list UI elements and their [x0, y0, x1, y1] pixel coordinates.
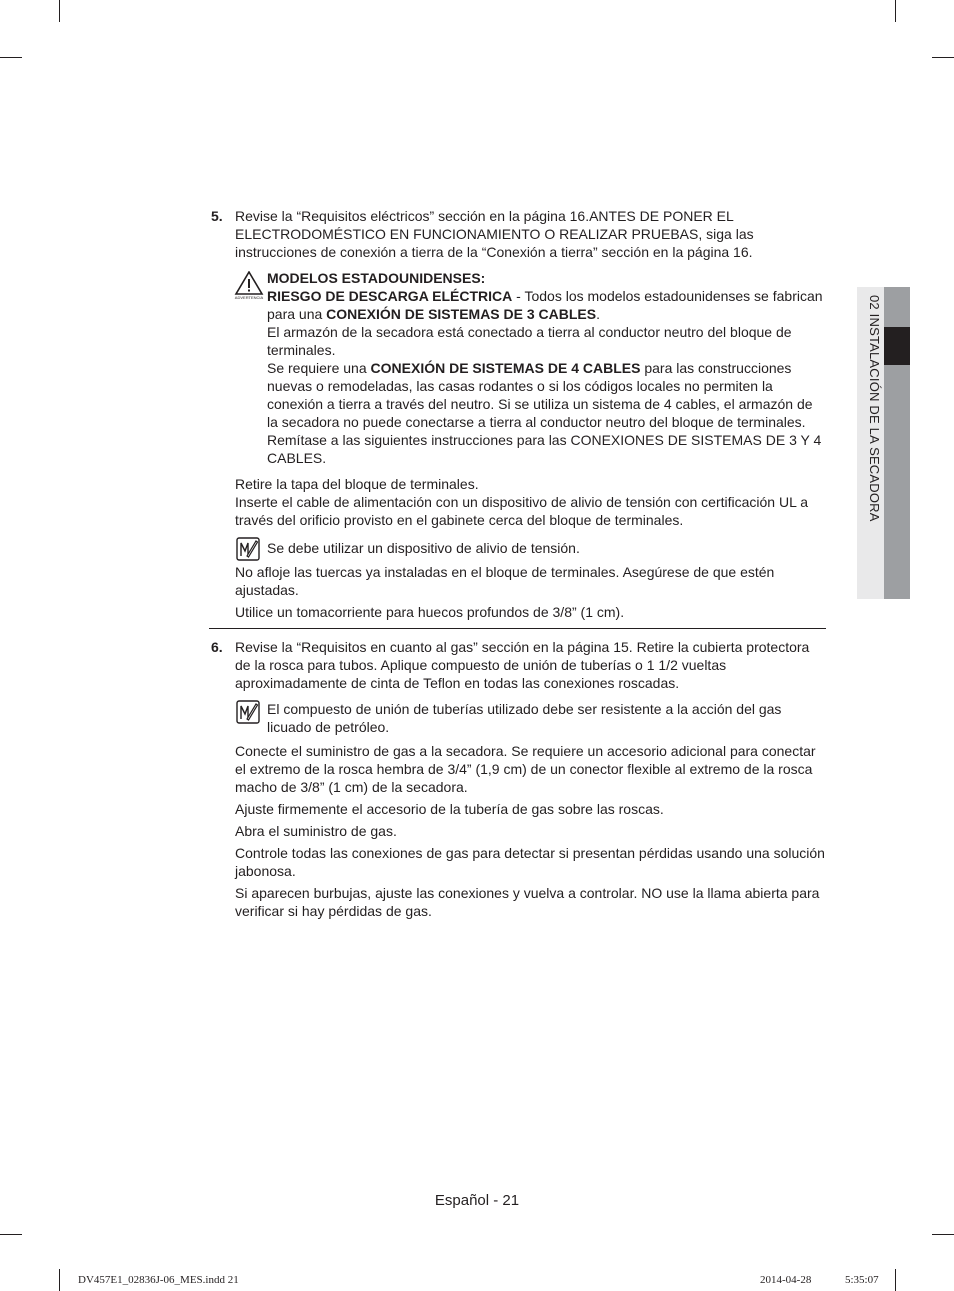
- warning-text: [267, 287, 826, 323]
- warning-block: [235, 269, 826, 467]
- text: Revise la “: [235, 208, 302, 224]
- step-5-text: Inserte el cable de alimentación con un dispositivo de alivio de tensión con certificación UL a través del orificio provisto en el gabinete cerca del bloque de terminales.: [235, 494, 809, 528]
- crop-mark: [59, 1269, 60, 1291]
- main-content: [209, 207, 826, 920]
- text: Se requiere una: [267, 360, 371, 376]
- step-6-text: Ajuste firmemente el accesorio de la tubería de gas sobre las roscas.: [235, 801, 664, 817]
- note-block: [235, 537, 826, 557]
- text: CONEXIÓN DE SISTEMAS DE 4 CABLES: [370, 360, 641, 376]
- text: para las construcciones nuevas o remodeladas, las casas rodantes o si los códigos locales no permiten la conexión a tierra a través del neutro. Si se utiliza un sistema de 4 cables, el armazón de la secadora no puede conectarse a tierra al conductor neutro del bloque de terminales.: [267, 360, 813, 430]
- warning-text: El armazón de la secadora está conectado a tierra al conductor neutro del bloque de terminales.: [267, 324, 792, 358]
- crop-mark: [59, 0, 60, 22]
- text: - Todos los modelos estadounidenses se fabrican para una: [267, 288, 823, 322]
- text: CONEXIÓN DE SISTEMAS DE 3 CABLES: [326, 306, 597, 322]
- step-number: 6.: [211, 639, 223, 655]
- step-6: [209, 638, 826, 920]
- text: RIESGO DE DESCARGA ELÉCTRICA: [267, 288, 513, 304]
- note-block: [235, 700, 826, 736]
- note-text: El compuesto de unión de tuberías utilizado debe ser resistente a la acción del gas licuado de petróleo.: [267, 701, 782, 735]
- crop-mark: [0, 1234, 22, 1235]
- note-icon: [236, 700, 260, 724]
- note-icon: [236, 537, 260, 561]
- step-6-text: Conecte el suministro de gas a la secadora. Se requiere un accesorio adicional para conectar el extremo de la rosca hembra de 3/4” (1,9 cm) de un conector flexible al extremo de la rosca macho de 3/8” (1 cm) de la secadora.: [235, 743, 816, 795]
- warning-title: MODELOS ESTADOUNIDENSES:: [267, 270, 486, 286]
- crop-mark: [932, 57, 954, 58]
- step-6-intro: [235, 638, 826, 692]
- text: Requisitos eléctricos” sección en la página 16.ANTES DE PONER EL ELECTRODOMÉSTICO EN FUNCIONAMIENTO O REALIZAR PRUEBAS, siga las instrucciones de conexión a tierra de la “Conexión a tierra” sección en la página 16.: [235, 208, 754, 260]
- chapter-tab-label: 02 INSTALACIÓN DE LA SECADORA: [867, 295, 882, 522]
- section-divider: [209, 628, 826, 629]
- step-6-text: Si aparecen burbujas, ajuste las conexiones y vuelva a controlar. NO use la llama abierta para verificar si hay pérdidas de gas.: [235, 885, 820, 919]
- crop-mark: [895, 0, 896, 22]
- step-5-text: Retire la tapa del bloque de terminales.: [235, 476, 479, 492]
- warning-text: Remítase a las siguientes instrucciones para las CONEXIONES DE SISTEMAS DE 3 Y 4 CABLES.: [267, 432, 822, 466]
- text: Revise la “: [235, 639, 302, 655]
- footer-filename: DV457E1_02836J-06_MES.indd 21: [78, 1274, 239, 1286]
- page-number: Español - 21: [434, 1192, 520, 1209]
- text: .: [596, 306, 600, 322]
- footer-time: 5:35:07: [845, 1274, 879, 1286]
- step-number: 5.: [211, 208, 223, 224]
- step-5-text: Utilice un tomacorriente para huecos profundos de 3/8” (1 cm).: [235, 604, 625, 620]
- warning-icon-label: ADVERTENCIA: [234, 295, 264, 300]
- warning-icon: [234, 271, 264, 300]
- step-5: [209, 207, 826, 621]
- crop-mark: [895, 1269, 896, 1291]
- step-5-text: No afloje las tuercas ya instaladas en el bloque de terminales. Asegúrese de que estén ajustadas.: [235, 564, 775, 598]
- note-text: Se debe utilizar un dispositivo de alivio de tensión.: [267, 540, 580, 556]
- footer-date: 2014-04-28: [760, 1274, 812, 1286]
- crop-mark: [0, 57, 22, 58]
- step-6-text: Abra el suministro de gas.: [235, 823, 397, 839]
- crop-mark: [932, 1234, 954, 1235]
- step-5-intro: [235, 207, 826, 261]
- step-6-text: Controle todas las conexiones de gas para detectar si presentan pérdidas usando una solución jabonosa.: [235, 845, 825, 879]
- text: Requisitos en cuanto al gas” sección en la página 15. Retire la cubierta protectora de la rosca para tubos. Aplique compuesto de unión de tuberías o 1 1/2 vueltas aproximadamente de cinta de Teflon en todas las conexiones roscadas.: [235, 639, 810, 691]
- warning-text: [267, 359, 826, 431]
- chapter-tab-marker: [884, 327, 910, 365]
